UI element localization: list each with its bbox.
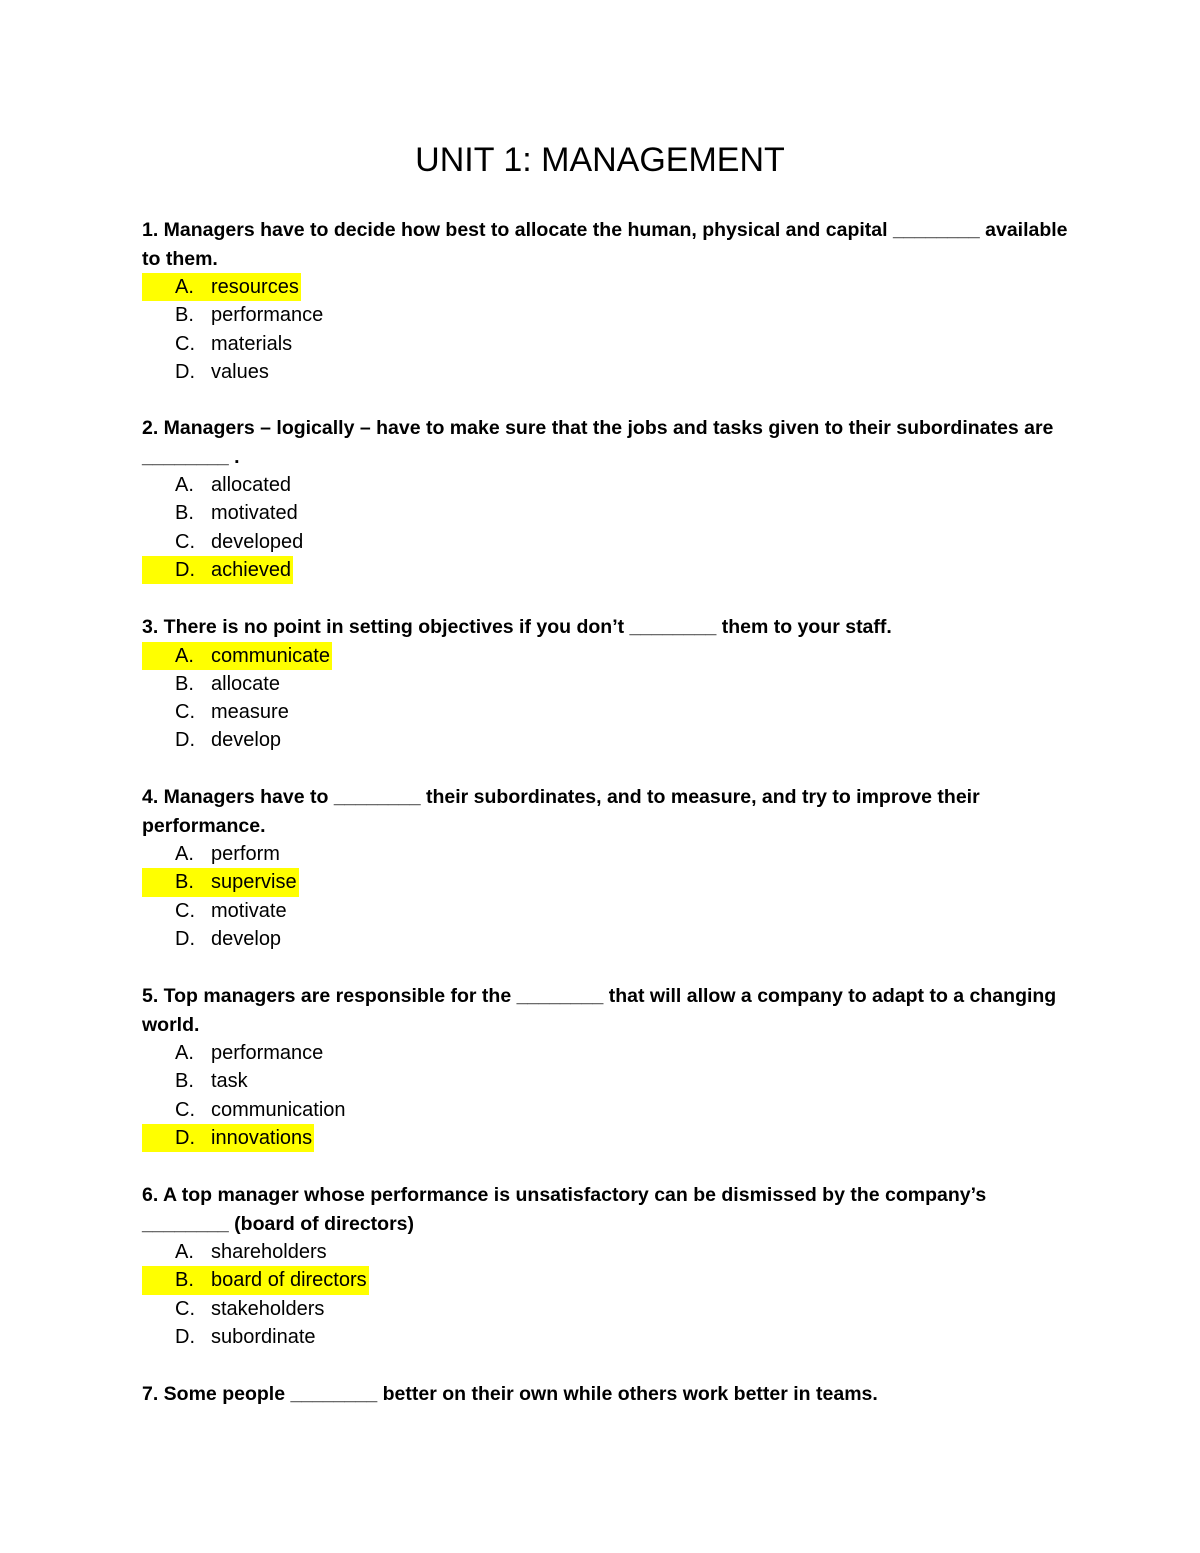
- option-text: develop: [211, 729, 282, 752]
- option-letter: B.: [175, 871, 194, 894]
- option-d: [142, 1323, 1072, 1351]
- option-d: [142, 556, 1072, 584]
- options-list: [142, 471, 1072, 584]
- option-a: [142, 1039, 1072, 1067]
- option-letter: C.: [175, 530, 195, 553]
- option-text: performance: [211, 304, 324, 327]
- option-text: achieved: [211, 558, 292, 581]
- option-letter: D.: [175, 360, 195, 383]
- highlighted-answer: [142, 556, 293, 584]
- option-letter: C.: [175, 332, 195, 355]
- options-list: [142, 840, 1072, 953]
- option-c: [142, 330, 1072, 358]
- option-a: [142, 273, 1072, 301]
- option-b: [142, 499, 1072, 527]
- question-stem: 1. Managers have to decide how best to allocate the human, physical and capital ________ available to them.: [142, 219, 1068, 270]
- option-letter: D.: [175, 729, 195, 752]
- option-letter: A.: [175, 276, 194, 298]
- option-text: allocate: [211, 672, 280, 695]
- question-stem: 6. A top manager whose performance is unsatisfactory can be dismissed by the company’s ________ (board of directors): [142, 1184, 987, 1235]
- highlighted-answer: [142, 1124, 314, 1152]
- question-2: [142, 414, 1072, 584]
- option-letter: B.: [175, 1269, 194, 1292]
- question-6: [142, 1181, 1072, 1351]
- option-a: [142, 642, 1072, 670]
- option-text: materials: [211, 332, 293, 355]
- option-text: developed: [211, 530, 304, 553]
- option-text: supervise: [211, 871, 297, 894]
- option-c: [142, 1096, 1072, 1124]
- option-letter: A.: [175, 474, 194, 496]
- option-text: task: [211, 1070, 248, 1093]
- question-3: [142, 613, 1072, 755]
- highlighted-answer: [142, 273, 301, 301]
- options-list: [142, 1238, 1072, 1351]
- highlighted-answer: [142, 1266, 369, 1294]
- question-stem: 5. Top managers are responsible for the ________ that will allow a company to adapt to a changing world.: [142, 985, 1057, 1036]
- option-text: stakeholders: [211, 1297, 325, 1320]
- option-c: [142, 1295, 1072, 1323]
- option-letter: D.: [175, 1126, 195, 1149]
- option-d: [142, 726, 1072, 754]
- option-letter: C.: [175, 1297, 195, 1320]
- option-c: [142, 698, 1072, 726]
- option-d: [142, 1124, 1072, 1152]
- option-letter: A.: [175, 1241, 194, 1263]
- option-c: [142, 528, 1072, 556]
- option-letter: C.: [175, 1098, 195, 1121]
- option-text: innovations: [211, 1126, 313, 1149]
- highlighted-answer: [142, 868, 299, 896]
- option-letter: A.: [175, 1042, 194, 1064]
- option-text: allocated: [211, 474, 292, 496]
- option-letter: C.: [175, 701, 195, 724]
- question-stem: 3. There is no point in setting objectives if you don’t ________ them to your staff.: [142, 616, 892, 638]
- option-letter: B.: [175, 1070, 194, 1093]
- option-letter: B.: [175, 502, 194, 525]
- option-text: develop: [211, 927, 282, 950]
- option-text: communicate: [211, 644, 330, 667]
- option-a: [142, 1238, 1072, 1266]
- options-list: [142, 642, 1072, 755]
- question-stem: 2. Managers – logically – have to make sure that the jobs and tasks given to their subordinates are ________ .: [142, 417, 1054, 468]
- option-c: [142, 897, 1072, 925]
- option-letter: C.: [175, 899, 195, 922]
- question-7: [142, 1380, 1072, 1409]
- option-d: [142, 925, 1072, 953]
- option-text: motivated: [211, 502, 298, 525]
- option-b: [142, 1266, 1072, 1294]
- option-letter: A.: [175, 644, 194, 667]
- option-a: [142, 471, 1072, 499]
- option-letter: A.: [175, 843, 194, 865]
- question-4: [142, 783, 1072, 953]
- option-a: [142, 840, 1072, 868]
- highlighted-answer: [142, 642, 332, 670]
- option-text: values: [211, 360, 269, 383]
- question-1: [142, 216, 1072, 386]
- page-title: UNIT 1: MANAGEMENT: [415, 141, 785, 179]
- option-letter: D.: [175, 558, 195, 581]
- option-text: measure: [211, 701, 289, 724]
- option-text: resources: [211, 276, 299, 298]
- option-letter: D.: [175, 1325, 195, 1348]
- option-text: performance: [211, 1042, 324, 1064]
- option-d: [142, 358, 1072, 386]
- option-text: perform: [211, 843, 280, 865]
- option-b: [142, 670, 1072, 698]
- question-stem: 4. Managers have to ________ their subordinates, and to measure, and try to improve their performance.: [142, 786, 980, 837]
- option-b: [142, 868, 1072, 896]
- option-text: communication: [211, 1098, 346, 1121]
- option-text: motivate: [211, 899, 287, 922]
- option-b: [142, 301, 1072, 329]
- option-b: [142, 1067, 1072, 1095]
- option-letter: B.: [175, 304, 194, 327]
- option-letter: B.: [175, 672, 194, 695]
- question-5: [142, 982, 1072, 1152]
- options-list: [142, 1039, 1072, 1152]
- question-stem: 7. Some people ________ better on their own while others work better in teams.: [142, 1383, 878, 1405]
- options-list: [142, 273, 1072, 386]
- option-text: board of directors: [211, 1269, 367, 1292]
- option-text: shareholders: [211, 1241, 327, 1263]
- option-letter: D.: [175, 927, 195, 950]
- option-text: subordinate: [211, 1325, 316, 1348]
